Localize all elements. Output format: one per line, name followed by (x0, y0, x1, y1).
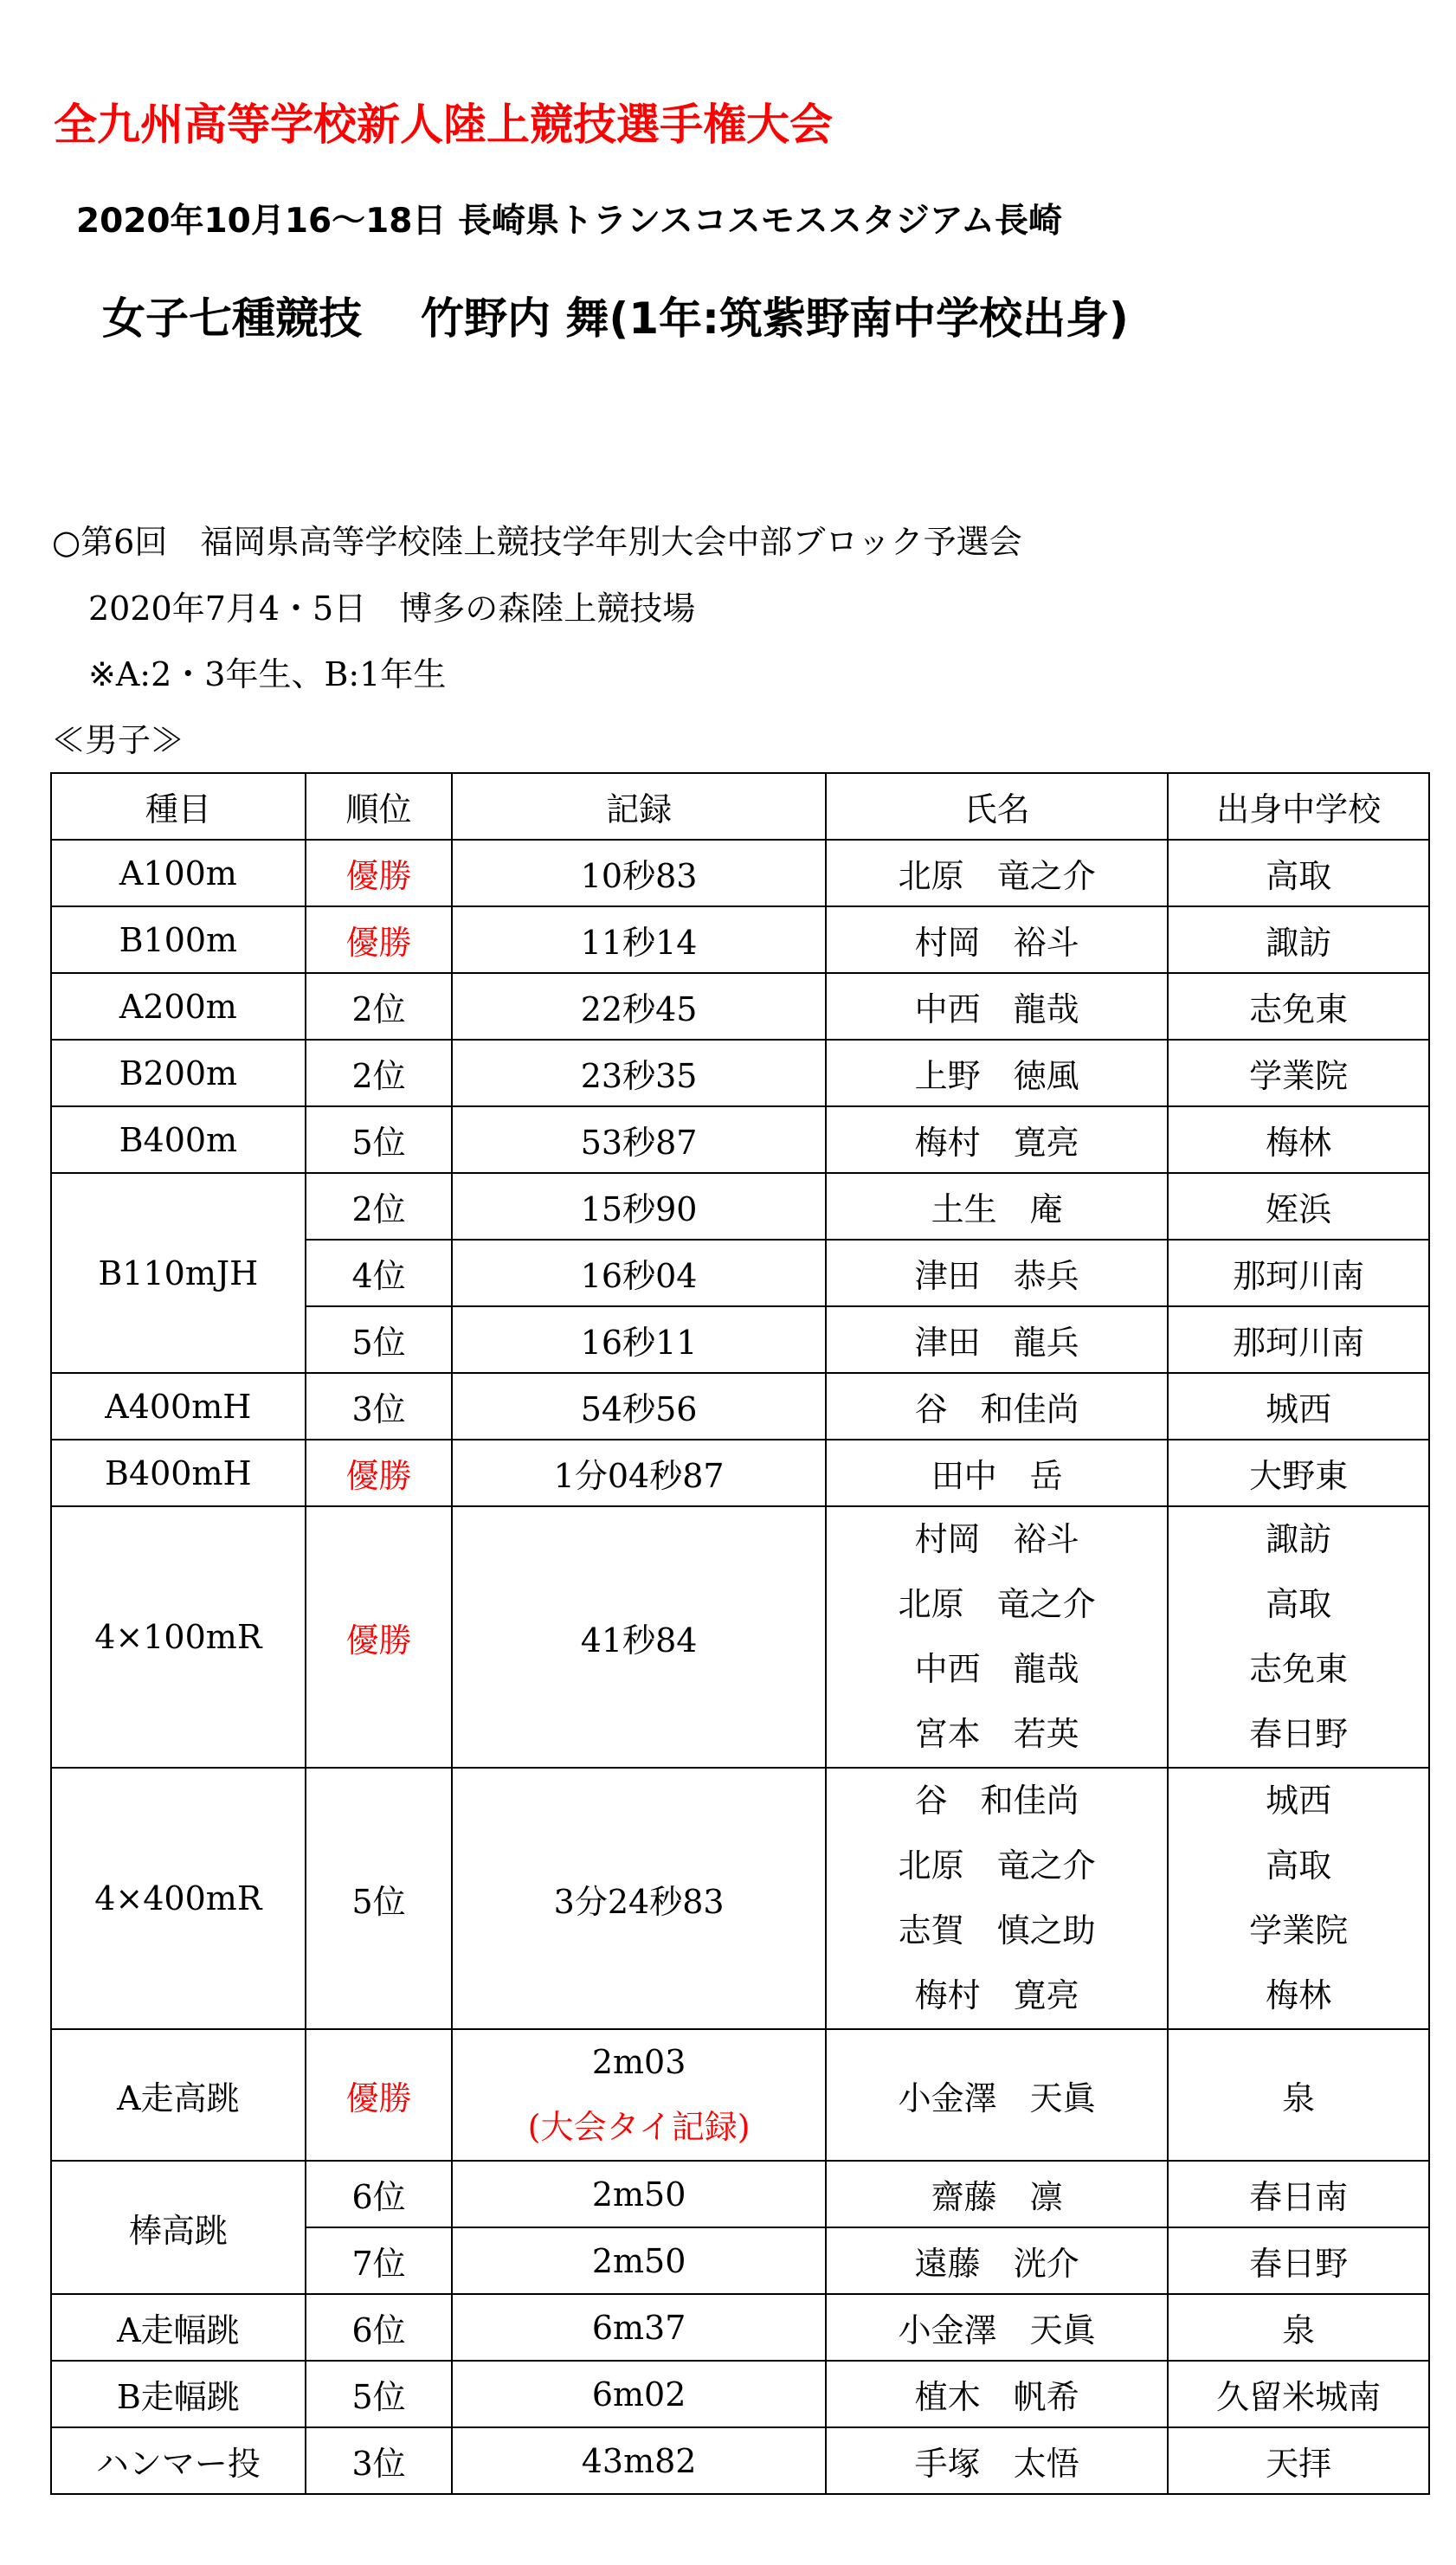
table-row (51, 1106, 1429, 1173)
relay-member-school: 梅林 (1266, 1976, 1332, 2014)
relay-member-school: 春日野 (1249, 1715, 1349, 1753)
school-cell: 諏訪 (1168, 906, 1429, 973)
event-cell: A400mH (51, 1373, 306, 1440)
table-row (51, 2427, 1429, 2494)
results-table (50, 772, 1430, 2495)
rank-cell: 優勝 (306, 1506, 453, 1768)
rank-cell: 6位 (306, 2161, 453, 2227)
rank-cell: 4位 (306, 1240, 453, 1306)
name-cell: 北原 竜之介 (826, 840, 1168, 906)
name-cell: 上野 徳風 (826, 1040, 1168, 1106)
table-row (51, 2361, 1429, 2427)
meet-subtitle: 2020年10月16〜18日 長崎県トランスコスモススタジアム長崎 (76, 202, 1063, 241)
relay-member-name: 谷 和佳尚 (914, 1782, 1079, 1820)
school-cell: 那珂川南 (1168, 1306, 1429, 1373)
name-cell: 谷 和佳尚 (826, 1373, 1168, 1440)
rank-cell: 3位 (306, 2427, 453, 2494)
name-cell: 植木 帆希 (826, 2361, 1168, 2427)
name-cell: 津田 恭兵 (826, 1240, 1168, 1306)
column-header: 順位 (306, 773, 453, 840)
event-cell: B走幅跳 (51, 2361, 306, 2427)
school-cell: 大野東 (1168, 1440, 1429, 1506)
relay-member-name: 北原 竜之介 (898, 1585, 1096, 1623)
table-row (51, 973, 1429, 1040)
relay-member-school: 高取 (1266, 1846, 1332, 1885)
rank-cell: 優勝 (306, 840, 453, 906)
event-cell: A100m (51, 840, 306, 906)
table-row (51, 1040, 1429, 1106)
table-row (51, 906, 1429, 973)
column-header: 記録 (452, 773, 825, 840)
record-cell: 10秒83 (452, 840, 825, 906)
record-cell: 41秒84 (452, 1506, 825, 1768)
record-cell: 22秒45 (452, 973, 825, 1040)
school-cell: 学業院 (1168, 1040, 1429, 1106)
event-cell: 4×100mR (51, 1506, 306, 1768)
record-value: 2m03 (591, 2043, 686, 2081)
relay-member-name: 中西 龍哉 (914, 1650, 1079, 1688)
record-cell: 16秒04 (452, 1240, 825, 1306)
event-label: 女子七種競技 (102, 293, 362, 344)
relay-schools-cell (1168, 1768, 1429, 2029)
school-cell: 那珂川南 (1168, 1240, 1429, 1306)
record-cell: 43m82 (452, 2427, 825, 2494)
relay-member-school: 諏訪 (1266, 1520, 1332, 1558)
table-row (51, 840, 1429, 906)
record-cell: 23秒35 (452, 1040, 825, 1106)
school-cell: 泉 (1168, 2294, 1429, 2361)
name-cell: 田中 岳 (826, 1440, 1168, 1506)
record-note: (大会タイ記録) (527, 2108, 751, 2146)
rank-cell: 2位 (306, 1040, 453, 1106)
school-cell: 高取 (1168, 840, 1429, 906)
name-cell: 村岡 裕斗 (826, 906, 1168, 973)
table-row (51, 1373, 1429, 1440)
school-cell: 城西 (1168, 1373, 1429, 1440)
rank-cell: 6位 (306, 2294, 453, 2361)
record-cell: 2m50 (452, 2227, 825, 2294)
table-header-row (51, 773, 1429, 840)
relay-names-cell (826, 1768, 1168, 2029)
school-cell: 春日南 (1168, 2161, 1429, 2227)
rank-cell: 優勝 (306, 2029, 453, 2161)
name-cell: 小金澤 天眞 (826, 2294, 1168, 2361)
rank-cell: 5位 (306, 1768, 453, 2029)
event-cell: A走幅跳 (51, 2294, 306, 2361)
rank-cell: 3位 (306, 1373, 453, 1440)
rank-cell: 2位 (306, 973, 453, 1040)
record-cell (452, 2029, 825, 2161)
meet-date-line: 2020年7月4・5日 博多の森陸上競技場 (88, 590, 696, 628)
record-cell: 2m50 (452, 2161, 825, 2227)
record-cell: 15秒90 (452, 1173, 825, 1240)
note-line: ※A:2・3年生、B:1年生 (88, 655, 447, 693)
record-cell: 11秒14 (452, 906, 825, 973)
name-cell: 津田 龍兵 (826, 1306, 1168, 1373)
school-cell: 春日野 (1168, 2227, 1429, 2294)
event-cell: 4×400mR (51, 1768, 306, 2029)
rank-cell: 2位 (306, 1173, 453, 1240)
relay-member-school: 志免東 (1249, 1650, 1349, 1688)
relay-member-name: 村岡 裕斗 (914, 1520, 1079, 1558)
column-header: 出身中学校 (1168, 773, 1429, 840)
name-cell: 中西 龍哉 (826, 973, 1168, 1040)
rank-cell: 5位 (306, 1106, 453, 1173)
school-cell: 姪浜 (1168, 1173, 1429, 1240)
school-cell: 泉 (1168, 2029, 1429, 2161)
event-cell: B400mH (51, 1440, 306, 1506)
table-row (51, 2029, 1429, 2161)
name-cell: 小金澤 天眞 (826, 2029, 1168, 2161)
table-row (51, 2161, 1429, 2227)
name-cell: 土生 庵 (826, 1173, 1168, 1240)
event-cell: B110mJH (51, 1173, 306, 1373)
record-cell: 54秒56 (452, 1373, 825, 1440)
event-cell: B400m (51, 1106, 306, 1173)
relay-member-name: 志賀 慎之助 (898, 1911, 1096, 1950)
athlete-label: 竹野内 舞(1年:筑紫野南中学校出身) (421, 293, 1129, 344)
table-row (51, 1173, 1429, 1240)
school-cell: 志免東 (1168, 973, 1429, 1040)
section-label: ≪男子≫ (52, 721, 184, 759)
name-cell: 遠藤 洸介 (826, 2227, 1168, 2294)
school-cell: 久留米城南 (1168, 2361, 1429, 2427)
school-cell: 梅林 (1168, 1106, 1429, 1173)
table-row (51, 2294, 1429, 2361)
record-cell: 16秒11 (452, 1306, 825, 1373)
table-row (51, 1768, 1429, 2029)
name-cell: 梅村 寛亮 (826, 1106, 1168, 1173)
record-cell: 1分04秒87 (452, 1440, 825, 1506)
event-cell: ハンマー投 (51, 2427, 306, 2494)
relay-member-name: 梅村 寛亮 (914, 1976, 1079, 2014)
relay-schools-cell (1168, 1506, 1429, 1768)
relay-member-school: 学業院 (1249, 1911, 1349, 1950)
record-cell: 3分24秒83 (452, 1768, 825, 2029)
rank-cell: 7位 (306, 2227, 453, 2294)
athlete-heading (102, 284, 1129, 346)
name-cell: 齋藤 凛 (826, 2161, 1168, 2227)
relay-member-name: 宮本 若英 (914, 1715, 1079, 1753)
event-cell: B100m (51, 906, 306, 973)
record-cell: 6m37 (452, 2294, 825, 2361)
relay-member-name: 北原 竜之介 (898, 1846, 1096, 1885)
rank-cell: 5位 (306, 2361, 453, 2427)
record-cell: 6m02 (452, 2361, 825, 2427)
column-header: 種目 (51, 773, 306, 840)
page-title: 全九州高等学校新人陸上競技選手権大会 (54, 100, 833, 150)
event-cell: B200m (51, 1040, 306, 1106)
event-cell: A走高跳 (51, 2029, 306, 2161)
rank-cell: 優勝 (306, 1440, 453, 1506)
table-row (51, 1440, 1429, 1506)
event-cell: A200m (51, 973, 306, 1040)
relay-names-cell (826, 1506, 1168, 1768)
rank-cell: 優勝 (306, 906, 453, 973)
event-cell: 棒高跳 (51, 2161, 306, 2294)
table-row (51, 1506, 1429, 1768)
rank-cell: 5位 (306, 1306, 453, 1373)
meet-info-line: ○第6回 福岡県高等学校陸上競技学年別大会中部ブロック予選会 (52, 523, 1022, 561)
column-header: 氏名 (826, 773, 1168, 840)
school-cell: 天拝 (1168, 2427, 1429, 2494)
name-cell: 手塚 太悟 (826, 2427, 1168, 2494)
record-cell: 53秒87 (452, 1106, 825, 1173)
relay-member-school: 城西 (1266, 1782, 1332, 1820)
relay-member-school: 高取 (1266, 1585, 1332, 1623)
